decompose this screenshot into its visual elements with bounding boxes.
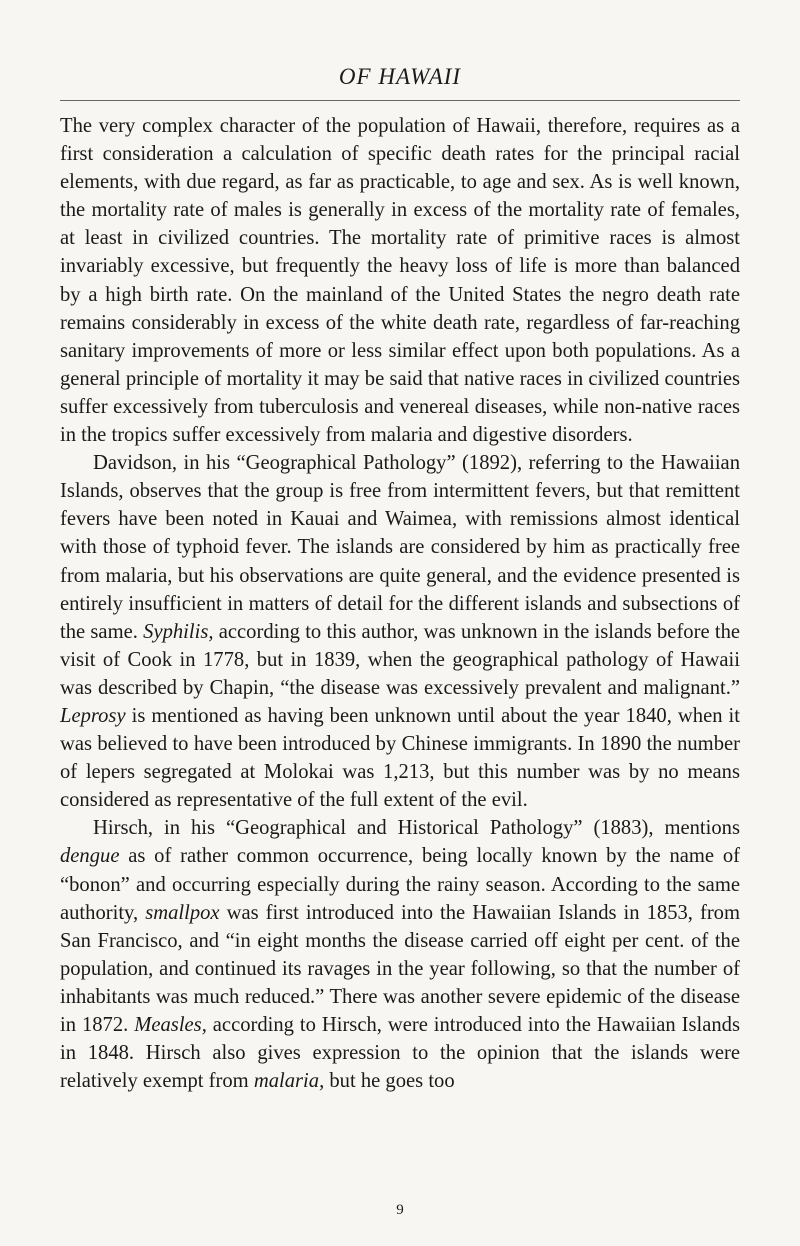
paragraph-2-text: according to this author, was unknown in the islands before the visit of Cook in 1778, but in 1839, when the geographical pathology of Hawaii was described by Chapin, “the disease was excessively prevalent and malignant.” <box>60 620 741 699</box>
paragraph-3-text: Hirsch, in his “Geographical and Historical Pathology” (1883), mentions <box>93 817 740 840</box>
term-measles: Measles, <box>134 1014 207 1036</box>
term-malaria: malaria, <box>253 1070 325 1093</box>
paragraph-1-text: The very complex character of the population of Hawaii, therefore, requires as a first consideration a calculation of specific death rates for the principal racial elements, with due regard, as far as practicable, to age and sex. As is well known, the mortality rate of males is generally in excess of the mortality rate of females, at least in civilized countries. The mortality rate of primitive races is almost invariably excessive, but frequently the heavy loss of life is more than balanced by a high birth rate. On the mainland of the United States the negro death rate remains considerably in excess of the white death rate, regardless of far-reaching sanitary improvements of more or less similar effect upon both populations. As a general principle of mortality it may be said that native races in civilized countries suffer excessively from tuberculosis and venereal diseases, while non-native races in the tropics suffer excessively from malaria and digestive disorders. <box>60 115 740 447</box>
paragraph-2-text: is mentioned as having been unknown until about the year 1840, when it was believed to have been introduced by Chinese immigrants. In 1890 the number of lepers segregated at Molokai was 1,213, but this number was by no means considered as representative of the full extent of the evil. <box>60 704 740 812</box>
paragraph-3-text: as of rather common occurrence, being locally known by the name of “bonon” and occurring especially during the rainy season. According to the same authority, <box>60 845 740 924</box>
page-number: 9 <box>396 1202 404 1218</box>
paragraph-3-text: according to Hirsch, were introduced into the Hawaiian Islands in 1848. Hirsch also gives expression to the opinion that the islands were relatively exempt from <box>60 1014 740 1093</box>
running-head: OF HAWAII <box>338 64 462 89</box>
paragraph-2-text: Davidson, in his “Geographical Pathology” (1892), referring to the Hawaiian Islands, observes that the group is free from intermittent fevers, but that remittent fevers have been noted in Kauai and Waimea, with remissions almost identical with those of typhoid fever. The islands are considered by him as practically free from malaria, but his observations are quite general, and the evidence presented is entirely insufficient in matters of detail for the different islands and subsections of the same. <box>60 452 740 643</box>
paragraph-3-text: but he goes too <box>324 1070 455 1093</box>
term-leprosy: Leprosy <box>60 704 126 727</box>
term-syphilis: Syphilis, <box>143 620 214 643</box>
term-dengue: dengue <box>60 845 120 868</box>
header-rule <box>60 100 740 101</box>
paragraph-3-text: was first introduced into the Hawaiian Islands in 1853, from San Francisco, and “in eight months the disease carried off eight per cent. of the population, and continued its ravages in the year following, so that the number of inhabitants was much reduced.” There was another severe epidemic of the disease in 1872. <box>60 901 740 1036</box>
term-smallpox: smallpox <box>145 901 220 924</box>
paragraph-2 <box>60 449 740 814</box>
body-text <box>60 112 740 1095</box>
paragraph-3 <box>60 814 740 1095</box>
paragraph-1 <box>60 112 740 449</box>
